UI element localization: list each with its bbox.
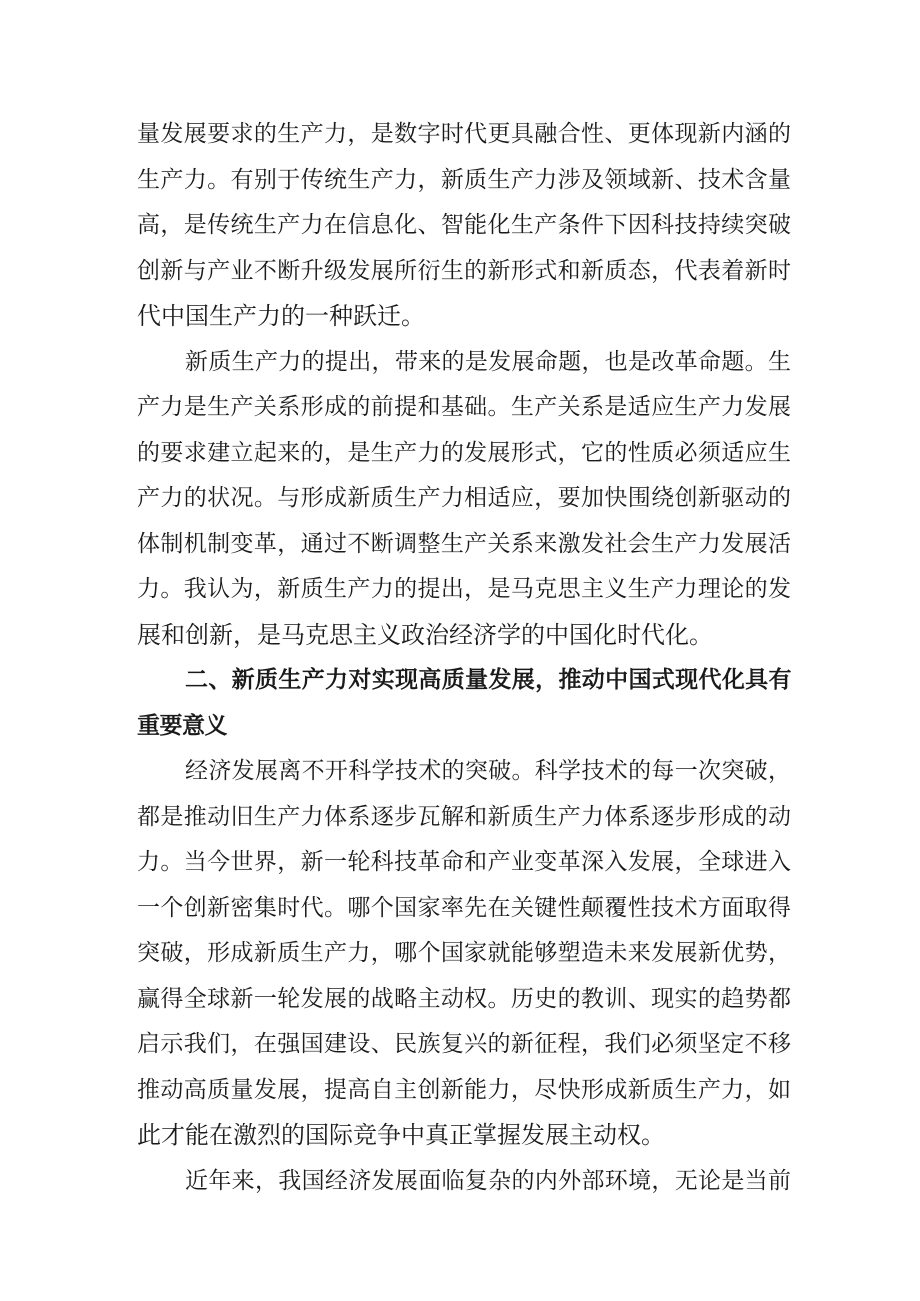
paragraph-2: [137, 340, 791, 659]
heading-line: 重要意义: [137, 712, 227, 739]
text-line: 代中国生产力的一种跃迁。: [137, 302, 425, 330]
text-line: 生产力。有别于传统生产力，新质生产力涉及领域新、技术含量: [137, 166, 791, 193]
text-line: 力。当今世界，新一轮科技革命和产业变革深入发展，全球进入: [137, 849, 791, 875]
text-line: 经济发展离不开科学技术的突破。科学技术的每一次突破，: [185, 758, 791, 784]
text-line: 力。我认为，新质生产力的提出，是马克思主义生产力理论的发: [137, 576, 791, 602]
text-line: 创新与产业不断升级发展所衍生的新形式和新质态，代表着新时: [137, 257, 791, 284]
text-line: 高，是传统生产力在信息化、智能化生产条件下因科技持续突破: [137, 212, 791, 238]
text-line: 量发展要求的生产力，是数字时代更具融合性、更体现新内涵的: [137, 121, 791, 147]
text-line: 的要求建立起来的，是生产力的发展形式，它的性质必须适应生: [137, 439, 791, 466]
text-line: 启示我们，在强国建设、民族复兴的新征程，我们必须坚定不移: [137, 1031, 791, 1057]
text-line: 产力的状况。与形成新质生产力相适应，要加快围绕创新驱动的: [137, 485, 791, 511]
text-line: 近年来，我国经济发展面临复杂的内外部环境，无论是当前: [185, 1167, 791, 1194]
text-line: 产力是生产关系形成的前提和基础。生产关系是适应生产力发展: [137, 394, 791, 420]
text-line: 赢得全球新一轮发展的战略主动权。历史的教训、现实的趋势都: [137, 985, 791, 1012]
text-line: 新质生产力的提出，带来的是发展命题，也是改革命题。生: [185, 348, 791, 375]
section-heading: [137, 658, 791, 749]
text-line: 都是推动旧生产力体系逐步瓦解和新质生产力体系逐步形成的动: [137, 803, 791, 830]
text-line: 体制机制变革，通过不断调整生产关系来激发社会生产力发展活: [137, 530, 791, 557]
text-line: 突破，形成新质生产力，哪个国家就能够塑造未来发展新优势，: [137, 940, 791, 966]
text-line: 展和创新，是马克思主义政治经济学的中国化时代化。: [137, 620, 713, 649]
text-line: 一个创新密集时代。哪个国家率先在关键性颠覆性技术方面取得: [137, 894, 791, 921]
text-line: 推动高质量发展，提高自主创新能力，尽快形成新质生产力，如: [137, 1076, 791, 1103]
heading-line: 二、新质生产力对实现高质量发展，推动中国式现代化具有: [185, 667, 791, 693]
paragraph-1: [137, 112, 791, 340]
paragraph-3: [137, 749, 791, 1159]
document-body: [137, 112, 791, 1204]
text-line: 此才能在激烈的国际竞争中真正掌握发展主动权。: [137, 1121, 665, 1149]
paragraph-4: [137, 1159, 791, 1205]
